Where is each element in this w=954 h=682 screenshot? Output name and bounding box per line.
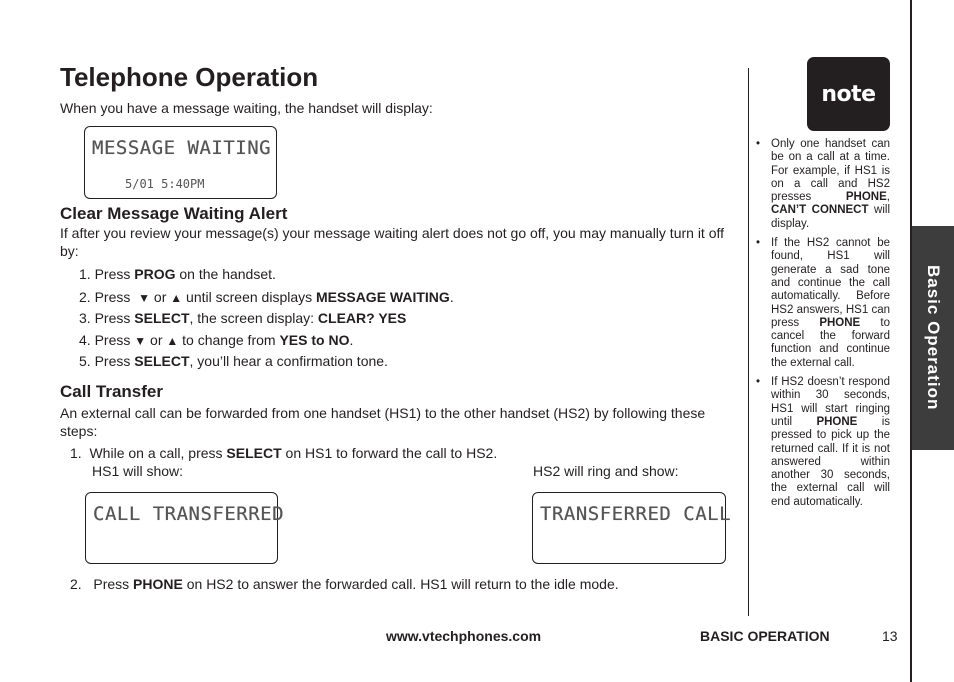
transfer-step-2 bbox=[70, 576, 619, 592]
call-transfer-heading: Call Transfer bbox=[60, 382, 163, 401]
hs2-show-label: HS2 will ring and show: bbox=[533, 463, 679, 479]
step-text: Press bbox=[94, 266, 135, 282]
note-text: If HS2 doesn’t respond within 30 seconds, HS1 will start ringing until bbox=[771, 376, 890, 428]
step-number: 2. bbox=[70, 576, 82, 592]
note-text: If the HS2 cannot be found, HS1 will generate a sad tone and continue the call automatically. Before HS2 answers, HS1 can press bbox=[771, 237, 890, 329]
note-text: Only one handset can be on a call at a time. For example, if HS1 is on a call and HS2 presses bbox=[771, 138, 890, 204]
key-select: SELECT bbox=[134, 310, 190, 326]
section-side-tab bbox=[912, 226, 954, 450]
clear-step-2 bbox=[79, 289, 454, 305]
note-item bbox=[756, 376, 890, 509]
note-text: , bbox=[886, 191, 890, 204]
up-arrow-icon: ▲ bbox=[170, 291, 183, 305]
note-badge-icon bbox=[807, 57, 890, 131]
step-number: 2. bbox=[79, 289, 91, 305]
page-title: Telephone Operation bbox=[60, 62, 319, 92]
key-prog: PROG bbox=[134, 266, 176, 282]
clear-alert-body: If after you review your message(s) your message waiting alert does not go off, you may manually turn it off by: bbox=[60, 225, 725, 259]
note-badge-label: note bbox=[821, 81, 876, 107]
lcd-line-1: TRANSFERRED CALL bbox=[540, 503, 732, 525]
key-select: SELECT bbox=[134, 353, 190, 369]
step-text: Press bbox=[94, 289, 135, 305]
step-number: 1. bbox=[70, 445, 82, 461]
step-text: While on a call, press bbox=[89, 445, 227, 461]
clear-alert-heading: Clear Message Waiting Alert bbox=[60, 204, 288, 223]
note-list bbox=[756, 138, 890, 515]
step-number: 1. bbox=[79, 266, 91, 282]
footer-section-name: BASIC OPERATION bbox=[700, 628, 830, 644]
key-phone: PHONE bbox=[845, 191, 887, 204]
step-text: to change from bbox=[178, 332, 280, 348]
transfer-step-1 bbox=[70, 445, 497, 461]
step-text: on HS1 to forward the call to HS2. bbox=[281, 445, 498, 461]
screen-yes-to-no: YES to NO bbox=[279, 332, 350, 348]
step-text: . bbox=[449, 289, 454, 305]
footer-url: www.vtechphones.com bbox=[386, 628, 542, 644]
column-divider bbox=[748, 68, 749, 616]
clear-step-1 bbox=[79, 266, 276, 282]
intro-text: When you have a message waiting, the handset will display: bbox=[60, 100, 433, 116]
step-text: on the handset. bbox=[175, 266, 276, 282]
key-phone: PHONE bbox=[819, 316, 861, 329]
step-text: Press bbox=[94, 332, 135, 348]
down-arrow-icon: ▼ bbox=[134, 334, 147, 348]
step-number: 3. bbox=[79, 310, 91, 326]
note-item bbox=[756, 237, 890, 370]
note-text: will display. bbox=[771, 204, 890, 230]
step-text: Press bbox=[94, 353, 135, 369]
screen-clear-yes: CLEAR? YES bbox=[317, 310, 407, 326]
step-text: , the screen display: bbox=[189, 310, 318, 326]
lcd-line-2: 5/01 5:40PM bbox=[125, 177, 205, 191]
call-transfer-body: An external call can be forwarded from one handset (HS1) to the other handset (HS2) by following these steps: bbox=[60, 405, 706, 439]
clear-step-5 bbox=[79, 353, 388, 369]
step-number: 5. bbox=[79, 353, 91, 369]
step-text: or bbox=[150, 289, 171, 305]
note-text: to cancel the forward function and continue the external call. bbox=[771, 316, 890, 369]
step-text: until screen displays bbox=[182, 289, 317, 305]
key-phone: PHONE bbox=[816, 415, 858, 428]
page-number: 13 bbox=[882, 628, 898, 644]
step-text: Press bbox=[93, 576, 134, 592]
side-tab-label: Basic Operation bbox=[924, 265, 943, 411]
step-text: . bbox=[349, 332, 354, 348]
hs1-show-label: HS1 will show: bbox=[92, 463, 184, 479]
bullet-icon: • bbox=[756, 138, 761, 150]
screen-message-waiting: MESSAGE WAITING bbox=[316, 289, 450, 305]
step-text: on HS2 to answer the forwarded call. HS1 will return to the idle mode. bbox=[182, 576, 619, 592]
bullet-icon: • bbox=[756, 376, 761, 389]
clear-step-4 bbox=[79, 332, 353, 348]
lcd-message-waiting bbox=[84, 126, 277, 199]
step-text: Press bbox=[94, 310, 135, 326]
note-text: is pressed to pick up the returned call. If it is not answered within another 30 seconds, the external call will end automatically. bbox=[771, 415, 891, 508]
lcd-hs1-call-transferred bbox=[85, 492, 285, 564]
step-text: or bbox=[146, 332, 167, 348]
down-arrow-icon: ▼ bbox=[138, 291, 151, 305]
lcd-hs2-transferred-call bbox=[532, 492, 732, 564]
clear-step-3 bbox=[79, 310, 406, 326]
key-select: SELECT bbox=[226, 445, 282, 461]
lcd-line-1: MESSAGE WAITING bbox=[92, 137, 272, 159]
bullet-icon: • bbox=[756, 237, 761, 250]
step-number: 4. bbox=[79, 332, 91, 348]
up-arrow-icon: ▲ bbox=[166, 334, 179, 348]
screen-cant-connect: CAN’T CONNECT bbox=[771, 204, 869, 217]
step-text: , you’ll hear a confirmation tone. bbox=[189, 353, 388, 369]
note-item bbox=[756, 138, 890, 231]
lcd-line-1: CALL TRANSFERRED bbox=[93, 503, 285, 525]
key-phone: PHONE bbox=[133, 576, 183, 592]
